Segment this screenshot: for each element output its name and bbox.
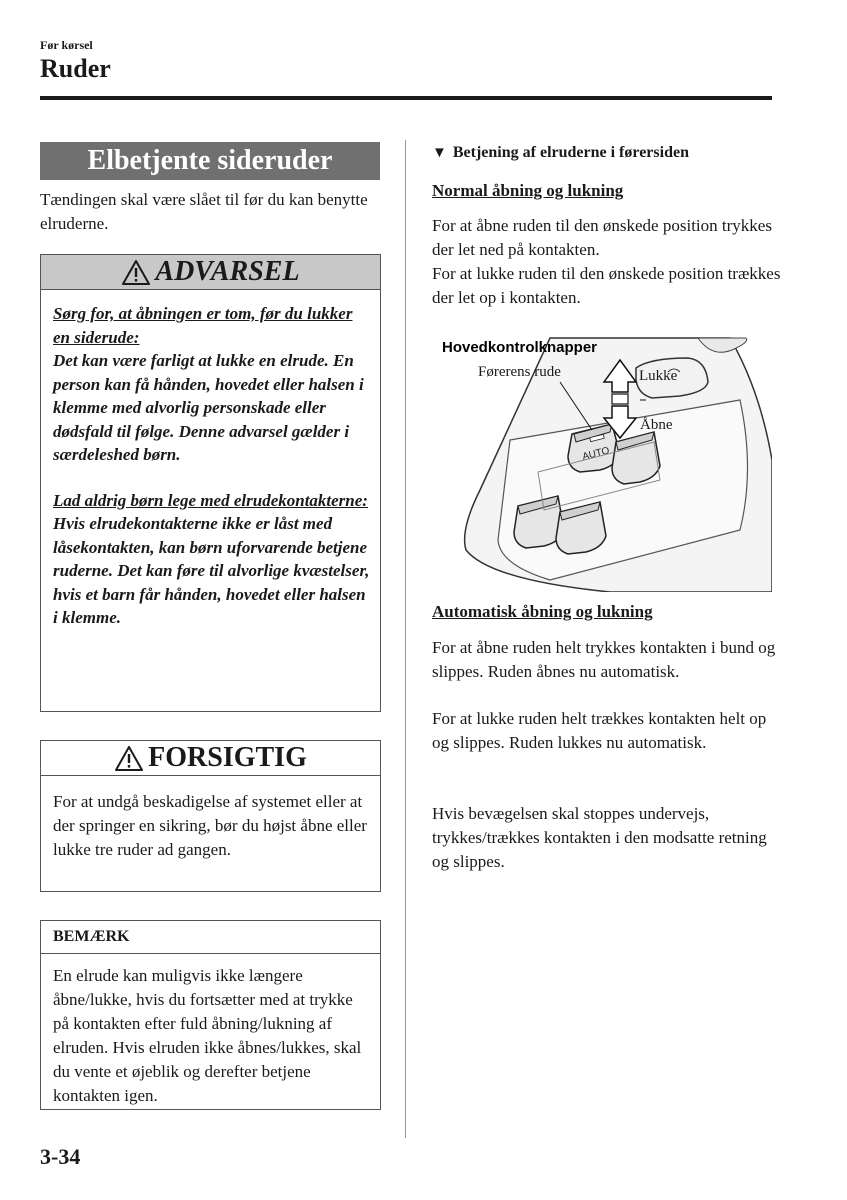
auto-label: AUTO [581, 445, 611, 463]
section-title: Elbetjente sideruder [40, 142, 380, 180]
stop-text: Hvis bevægelsen skal stoppes undervejs, trykkes/trækkes kontakten i den modsatte retning og slippes. [432, 804, 767, 871]
auto-heading: Automatisk åbning og lukning [432, 602, 653, 621]
warning-box [40, 254, 381, 712]
triangle-down-icon: ▼ [432, 144, 447, 161]
caution-label: FORSIGTIG [148, 742, 307, 773]
page-number: 3-34 [40, 1144, 81, 1169]
note-text: En elrude kan muligvis ikke længere åbne/lukke, hvis du fortsætter med at trykke på kontakten efter fuld åbning/lukning af elruden. Hvis elruden ikke åbnes/lukkes, skal du vente et øjeblik og derefter betjene kontakten igen. [53, 966, 362, 1105]
subsection-heading-text: Betjening af elruderne i førersiden [452, 144, 689, 161]
normal-text-2: For at lukke ruden til den ønskede position trækkes der let op i kontakten. [432, 264, 781, 307]
warning-triangle-icon [121, 259, 151, 286]
normal-text-1: For at åbne ruden til den ønskede position trykkes der let ned på kontakten. [432, 216, 772, 259]
note-box [40, 920, 381, 1110]
main-controls-label: Hovedkontrolknapper [442, 339, 598, 356]
page-title: Ruder [40, 54, 111, 83]
warning-header [41, 255, 380, 290]
warning-label: ADVARSEL [155, 256, 300, 287]
header-divider [40, 96, 772, 100]
warning-heading-1: Sørg for, at åbningen er tom, før du lukker en siderude: [53, 304, 353, 347]
caution-box [40, 740, 381, 892]
intro-text: Tændingen skal være slået til før du kan benytte elruderne. [40, 190, 368, 233]
warning-text-1: Det kan være farligt at lukke en elrude. En person kan få hånden, hovedet eller halsen i klemme med alvorlig personskade eller dødsfald til følge. Denne advarsel gælder i særdeleshed børn. [53, 351, 364, 464]
note-label: BEMÆRK [41, 921, 380, 954]
warning-heading-2: Lad aldrig børn lege med elrudekontakterne: [53, 490, 368, 510]
warning-triangle-icon [114, 745, 144, 772]
section-label: Før kørsel [40, 38, 93, 52]
driver-window-label: Førerens rude [478, 364, 561, 380]
auto-text-1: For at åbne ruden helt trykkes kontakten i bund og slippes. Ruden åbnes nu automatisk. [432, 638, 776, 681]
switch-illustration [440, 330, 772, 592]
auto-text-2: For at lukke ruden helt trækkes kontakten helt op og slippes. Ruden lukkes nu automatisk. [432, 709, 767, 752]
caution-text: For at undgå beskadigelse af systemet eller at der springer en sikring, bør du højst åbne eller lukke tre ruder ad gangen. [53, 792, 367, 859]
open-label: Åbne [640, 417, 673, 433]
column-divider [405, 140, 406, 1138]
normal-heading: Normal åbning og lukning [432, 181, 624, 200]
window-switch-figure [440, 330, 772, 592]
caution-header [41, 741, 380, 776]
warning-text-2: Hvis elrudekontakterne ikke er låst med låsekontakten, kan børn uforvarende betjene ruderne. Det kan føre til alvorlige kvæstelser, hvis et barn får hånden, hovedet eller halsen i klemme. [53, 514, 370, 627]
close-label: Lukke [639, 368, 678, 384]
subsection-heading [432, 144, 782, 162]
